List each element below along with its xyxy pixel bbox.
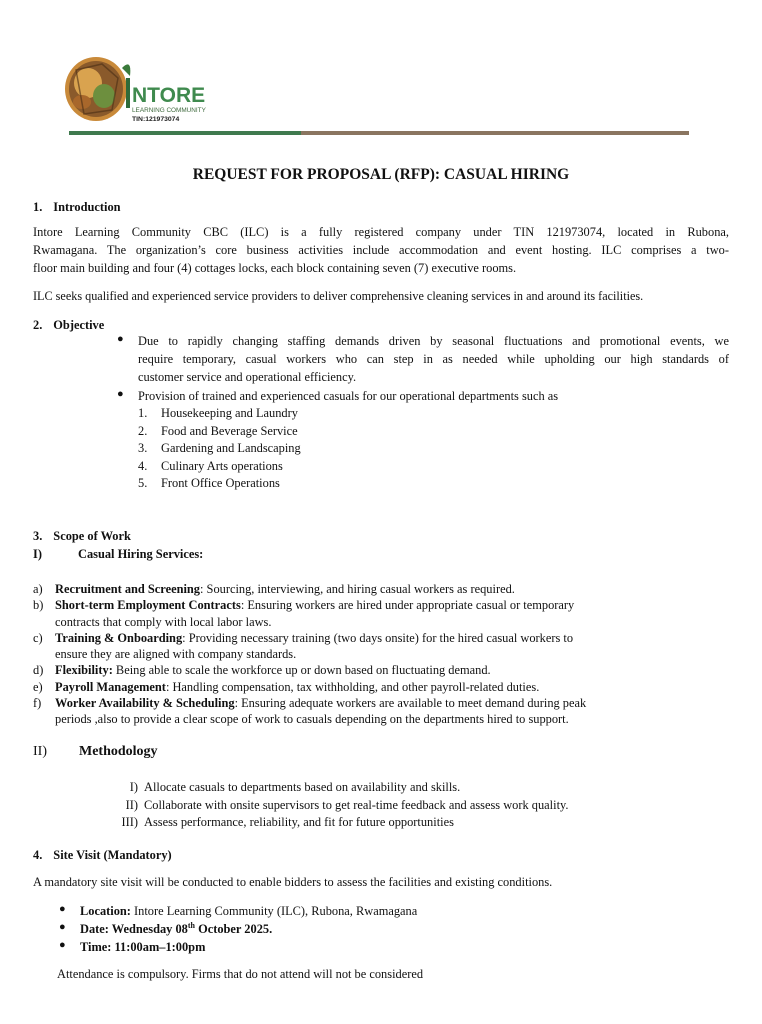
- section-3-heading: 3. Scope of Work: [33, 529, 131, 543]
- attendance-note: Attendance is compulsory. Firms that do not attend will not be considered: [57, 967, 424, 981]
- list-item: d) Flexibility: Being able to scale the workforce up or down based on fluctuating demand.: [33, 663, 491, 678]
- objective-b1-line-1: Due to rapidly changing staffing demands driven by seasonal fluctuations and promotional events, we: [138, 334, 729, 348]
- list-item: II) Collaborate with onsite supervisors to get real-time feedback and assess work quality.: [125, 797, 569, 812]
- subsection-i-heading: I) Casual Hiring Services:: [33, 547, 204, 561]
- intro-line-1: Intore Learning Community CBC (ILC) is a fully registered company under TIN 121973074, located in Rubona,: [33, 225, 729, 239]
- methodology-list: [116, 779, 569, 832]
- list-item: 2. Food and Beverage Service: [138, 423, 298, 438]
- bullet-icon: ●: [117, 333, 124, 345]
- document-title: REQUEST FOR PROPOSAL (RFP): CASUAL HIRING: [192, 166, 570, 183]
- casual-hiring-services-list: a) Recruitment and Screening: Sourcing, interviewing, and hiring casual workers as required. b) Short-term Employment Contracts: Ensuring workers are hired under appropriate casual or temporary contracts that comply with local labor laws. c) Training & Onboarding: Providing necessary training (two days onsite) for the hired casual workers to ensure they are aligned with company standards. d) Flexibility: Being able to scale the workforce up or down based on fluctuating demand. e) Payroll Management: Handling compensation, tax withholding, and other payroll-related duties. f) Worker Availability & Scheduling: Ensuring adequate workers are available to meet demand during peak periods ,also to provide a clear scope of work to casuals depending on the departments hired to support.: [33, 581, 733, 728]
- objective-b2: Provision of trained and experienced casuals for our operational departments such as: [138, 389, 559, 403]
- svg-text:LEARNING COMMUNITY: LEARNING COMMUNITY: [132, 107, 206, 114]
- objective-b1-line-2: require temporary, casual workers who can step in as needed while upholding our high standards of: [138, 352, 729, 366]
- bullet-icon: ●: [59, 921, 66, 933]
- svg-text:NTORE: NTORE: [132, 84, 206, 107]
- list-item: c) Training & Onboarding: Providing necessary training (two days onsite) for the hired casual workers to: [33, 630, 574, 645]
- header-rule-brown: [301, 131, 689, 135]
- intro-line-2: Rwamagana. The organization’s core business activities include accommodation and event hosting. ILC comprises a two-: [33, 243, 729, 257]
- objective-b1-line-3: customer service and operational efficiency.: [138, 370, 357, 384]
- bullet-icon: ●: [59, 903, 66, 915]
- section-4-heading: 4. Site Visit (Mandatory): [33, 848, 172, 862]
- site-visit-time: Time: 11:00am–1:00pm: [80, 940, 206, 954]
- list-item: 3. Gardening and Landscaping: [138, 441, 301, 456]
- list-item: 4. Culinary Arts operations: [138, 458, 283, 473]
- section-1-heading: 1. Introduction: [33, 200, 121, 214]
- intro-paragraph-2: ILC seeks qualified and experienced service providers to deliver comprehensive cleaning services in and around its facilities.: [33, 289, 644, 303]
- bullet-icon: ●: [117, 388, 124, 400]
- list-item: 5. Front Office Operations: [138, 476, 280, 491]
- logo-tin: TIN:121973074: [132, 116, 180, 123]
- bullet-icon: ●: [59, 939, 66, 951]
- list-item: I) Allocate casuals to departments based on availability and skills.: [129, 780, 461, 794]
- site-visit-location: Location: Intore Learning Community (ILC), Rubona, Rwamagana: [80, 904, 418, 918]
- department-list: [138, 405, 301, 493]
- list-item: 1. Housekeeping and Laundry: [138, 406, 298, 420]
- section-2-heading: 2. Objective: [33, 318, 105, 332]
- list-item: f) Worker Availability & Scheduling: Ensuring adequate workers are available to meet demand during peak: [33, 696, 587, 711]
- list-item: b) Short-term Employment Contracts: Ensuring workers are hired under appropriate casual or temporary: [33, 598, 575, 613]
- intro-line-3: floor main building and four (4) cottages locks, each block containing seven (7) executive rooms.: [33, 261, 517, 275]
- list-item: a) Recruitment and Screening: Sourcing, interviewing, and hiring casual workers as required.: [33, 582, 515, 596]
- methodology-heading: II) Methodology: [33, 744, 158, 759]
- header-rule-green: [69, 131, 301, 135]
- site-visit-date: Date: Wednesday 08th October 2025.: [80, 920, 273, 936]
- company-logo: [62, 50, 232, 128]
- site-visit-paragraph: A mandatory site visit will be conducted to enable bidders to assess the facilities and existing conditions.: [33, 875, 553, 889]
- list-item: III) Assess performance, reliability, and fit for future opportunities: [121, 815, 454, 829]
- list-item: e) Payroll Management: Handling compensation, tax withholding, and other payroll-related duties.: [33, 679, 540, 694]
